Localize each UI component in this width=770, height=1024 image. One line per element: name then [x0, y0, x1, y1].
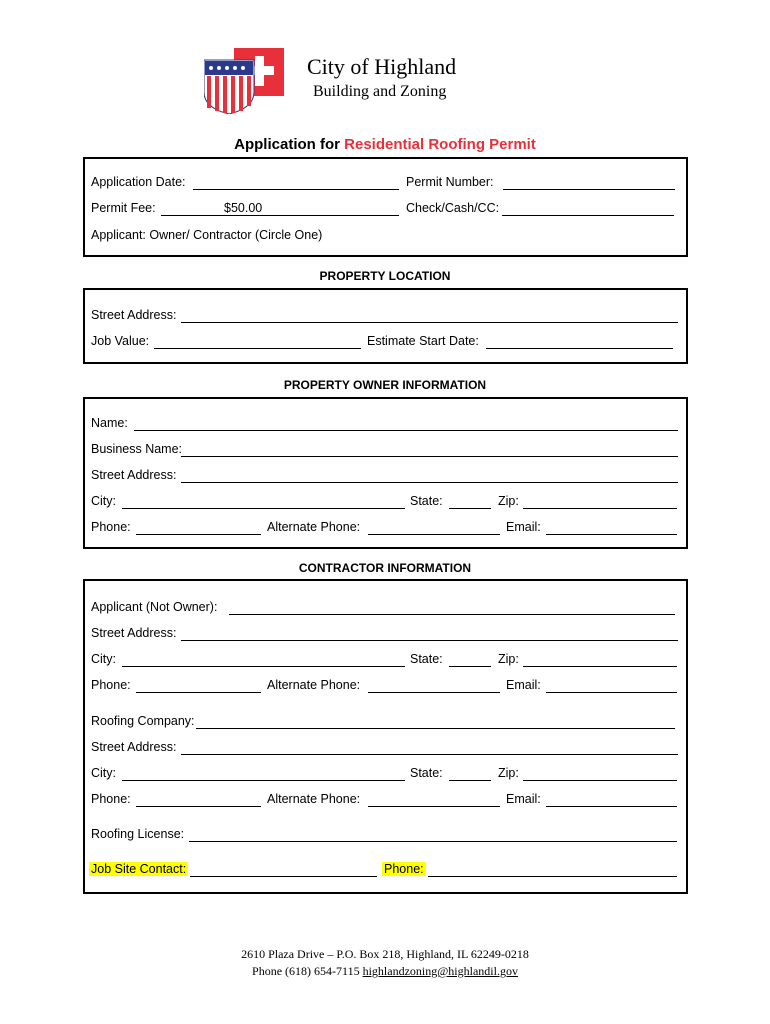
footer-address: 2610 Plaza Drive – P.O. Box 218, Highland, IL 62249-0218	[241, 947, 529, 961]
roofing-phone-field[interactable]	[136, 805, 261, 807]
application-date-label: Application Date:	[91, 175, 186, 189]
footer-email-link[interactable]: highlandzoning@highlandil.gov	[362, 964, 518, 978]
owner-zip-field[interactable]	[523, 507, 677, 509]
contractor-state-label: State:	[410, 652, 443, 666]
application-date-field[interactable]	[193, 188, 399, 190]
city-seal-logo	[204, 48, 284, 114]
roofing-state-label: State:	[410, 766, 443, 780]
roofing-company-label: Roofing Company:	[91, 714, 195, 728]
owner-zip-label: Zip:	[498, 494, 519, 508]
property-location-box	[83, 288, 688, 364]
estimate-start-label: Estimate Start Date:	[367, 334, 479, 348]
roofing-email-field[interactable]	[546, 805, 677, 807]
applicant-type-label: Applicant: Owner/ Contractor (Circle One)	[91, 228, 323, 242]
payment-method-label: Check/Cash/CC:	[406, 201, 500, 215]
roofing-phone-label: Phone:	[91, 792, 131, 806]
job-site-phone-label: Phone:	[384, 862, 424, 876]
owner-city-label: City:	[91, 494, 116, 508]
job-site-contact-field[interactable]	[190, 875, 377, 877]
owner-phone-field[interactable]	[136, 533, 261, 535]
form-title-prefix: Application for	[234, 136, 345, 153]
owner-email-label: Email:	[506, 520, 541, 534]
contractor-phone-label: Phone:	[91, 678, 131, 692]
contractor-state-field[interactable]	[449, 665, 491, 667]
contractor-email-label: Email:	[506, 678, 541, 692]
footer-contact	[0, 964, 770, 979]
contractor-phone-field[interactable]	[136, 691, 261, 693]
roofing-street-label: Street Address:	[91, 740, 177, 754]
contractor-heading: CONTRACTOR INFORMATION	[298, 561, 472, 575]
roofing-company-field[interactable]	[196, 727, 675, 729]
owner-phone-label: Phone:	[91, 520, 131, 534]
permit-fee-label: Permit Fee:	[91, 201, 156, 215]
department-name: Building and Zoning	[313, 83, 447, 100]
footer-phone: Phone (618) 654-7115	[252, 964, 363, 978]
job-site-phone-field[interactable]	[428, 875, 677, 877]
contractor-applicant-label: Applicant (Not Owner):	[91, 600, 218, 614]
owner-name-field[interactable]	[134, 429, 678, 431]
contractor-street-field[interactable]	[181, 639, 678, 641]
roofing-zip-field[interactable]	[523, 779, 677, 781]
roofing-city-label: City:	[91, 766, 116, 780]
owner-city-field[interactable]	[122, 507, 405, 509]
permit-fee-field[interactable]	[161, 214, 399, 216]
owner-alt-phone-label: Alternate Phone:	[267, 520, 361, 534]
contractor-applicant-field[interactable]	[229, 613, 675, 615]
owner-heading: PROPERTY OWNER INFORMATION	[283, 378, 487, 392]
owner-state-field[interactable]	[449, 507, 491, 509]
owner-street-label: Street Address:	[91, 468, 177, 482]
contractor-zip-field[interactable]	[523, 665, 677, 667]
city-name: City of Highland	[307, 54, 457, 79]
roofing-alt-phone-label: Alternate Phone:	[267, 792, 361, 806]
owner-business-field[interactable]	[181, 455, 678, 457]
owner-street-field[interactable]	[181, 481, 678, 483]
job-value-label: Job Value:	[91, 334, 150, 348]
owner-email-field[interactable]	[546, 533, 677, 535]
roofing-license-label: Roofing License:	[91, 827, 185, 841]
contractor-alt-phone-field[interactable]	[368, 691, 500, 693]
roofing-alt-phone-field[interactable]	[368, 805, 500, 807]
roofing-state-field[interactable]	[449, 779, 491, 781]
contractor-street-label: Street Address:	[91, 626, 177, 640]
owner-alt-phone-field[interactable]	[368, 533, 500, 535]
contractor-alt-phone-label: Alternate Phone:	[267, 678, 361, 692]
permit-fee-value: $50.00	[224, 201, 263, 215]
contractor-city-label: City:	[91, 652, 116, 666]
job-site-contact-label: Job Site Contact:	[91, 862, 187, 876]
roofing-email-label: Email:	[506, 792, 541, 806]
roofing-zip-label: Zip:	[498, 766, 519, 780]
roofing-city-field[interactable]	[122, 779, 405, 781]
permit-number-label: Permit Number:	[406, 175, 494, 189]
payment-method-field[interactable]	[502, 214, 674, 216]
roofing-street-field[interactable]	[181, 753, 678, 755]
form-title	[0, 136, 770, 153]
property-location-heading: PROPERTY LOCATION	[319, 269, 451, 283]
property-street-label: Street Address:	[91, 308, 177, 322]
form-title-highlight: Residential Roofing Permit	[344, 136, 536, 153]
estimate-start-field[interactable]	[486, 347, 673, 349]
owner-business-label: Business Name:	[91, 442, 183, 456]
roofing-license-field[interactable]	[189, 840, 677, 842]
contractor-zip-label: Zip:	[498, 652, 519, 666]
property-street-field[interactable]	[181, 321, 678, 323]
contractor-city-field[interactable]	[122, 665, 405, 667]
permit-number-field[interactable]	[503, 188, 675, 190]
permit-info-box	[83, 157, 688, 257]
owner-name-label: Name:	[91, 416, 128, 430]
job-value-field[interactable]	[154, 347, 361, 349]
owner-state-label: State:	[410, 494, 443, 508]
contractor-email-field[interactable]	[546, 691, 677, 693]
